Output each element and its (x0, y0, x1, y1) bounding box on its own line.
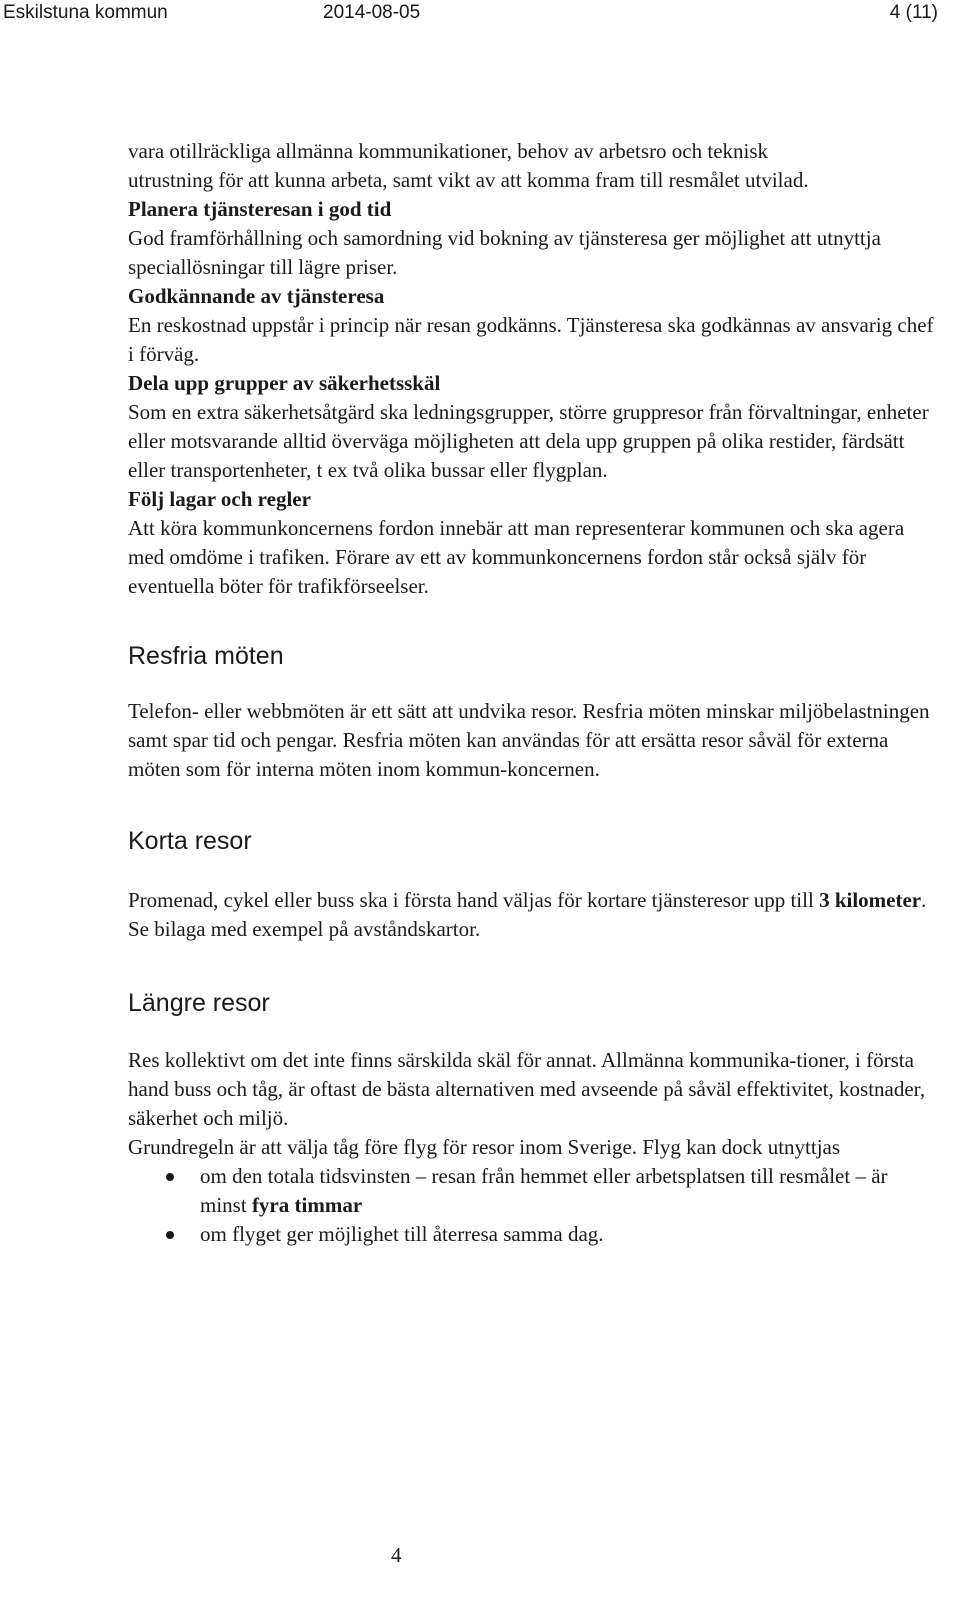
section-planera (128, 195, 936, 282)
section-dela (128, 369, 936, 485)
body-resfria: Telefon- eller webbmöten är ett sätt att undvika resor. Resfria möten minskar miljöbelastningen samt spar tid och pengar. Resfria möten kan användas för att ersätta resor såväl för externa möten som för interna möten inom kommun-koncernen. (128, 699, 930, 781)
bullet-icon (166, 1173, 174, 1181)
intro-line-1: vara otillräckliga allmänna kommunikationer, behov av arbetsro och teknisk (128, 139, 769, 163)
heading-dela: Dela upp grupper av säkerhetsskäl (128, 371, 441, 395)
body-godkannande: En reskostnad uppstår i princip när resan godkänns. Tjänsteresa ska godkännas av ansvarig chef i förväg. (128, 313, 934, 366)
list-item (128, 1162, 936, 1220)
heading-folj: Följ lagar och regler (128, 487, 311, 511)
bullet-2-text: om flyget ger möjlighet till återresa samma dag. (200, 1222, 604, 1246)
document-body (128, 137, 936, 1249)
heading-korta: Korta resor (128, 827, 252, 855)
body-korta (128, 886, 936, 944)
page-header (0, 2, 938, 30)
intro-line-2: utrustning för att kunna arbeta, samt vikt av att komma fram till resmålet utvilad. (128, 168, 809, 192)
intro-paragraph (128, 137, 936, 195)
heading-resfria: Resfria möten (128, 642, 284, 670)
bullet-1-text: om den totala tidsvinsten – resan från hemmet eller arbetsplatsen till resmålet – är minst (200, 1164, 888, 1217)
korta-bold: 3 kilometer (819, 888, 922, 912)
body-langre: Res kollektivt om det inte finns särskilda skäl för annat. Allmänna kommunika-tioner, i första hand buss och tåg, är oftast de bästa alternativen med avseende på såväl effektivitet, kostnader, säkerhet och miljö. (128, 1048, 926, 1130)
section-folj (128, 485, 936, 601)
bullet-icon (166, 1231, 174, 1239)
heading-planera: Planera tjänsteresan i god tid (128, 197, 392, 221)
heading-godkannande: Godkännande av tjänsteresa (128, 284, 385, 308)
bullet-1-bold: fyra timmar (251, 1193, 363, 1217)
body-dela: Som en extra säkerhetsåtgärd ska ledningsgrupper, större gruppresor från förvaltningar, enheter eller motsvarande alltid överväga möjligheten att dela upp gruppen på olika restider, färdsätt eller transportenheter, t ex två olika bussar eller flygplan. (128, 400, 929, 482)
header-org: Eskilstuna kommun (3, 2, 168, 23)
header-date: 2014-08-05 (323, 2, 421, 23)
list-item (128, 1220, 936, 1249)
flight-conditions-list (128, 1162, 936, 1249)
body-grundregeln: Grundregeln är att välja tåg före flyg för resor inom Sverige. Flyg kan dock utnyttjas (128, 1135, 841, 1159)
header-page: 4 (11) (889, 2, 938, 23)
section-godkannande (128, 282, 936, 369)
page-number: 4 (391, 1543, 402, 1567)
heading-langre: Längre resor (128, 989, 270, 1017)
korta-text-1: Promenad, cykel eller buss ska i första hand väljas för kortare tjänsteresor upp till (128, 888, 814, 912)
body-planera: God framförhållning och samordning vid bokning av tjänsteresa ger möjlighet att utnyttja speciallösningar till lägre priser. (128, 226, 881, 279)
body-folj: Att köra kommunkoncernens fordon innebär att man representerar kommunen och ska agera med omdöme i trafiken. Förare av ett av kommunkoncernens fordon står också själv för eventuella böter för trafikförseelser. (128, 516, 905, 598)
korta-text-2: . Se bilaga med exempel på avståndskartor. (128, 888, 927, 941)
